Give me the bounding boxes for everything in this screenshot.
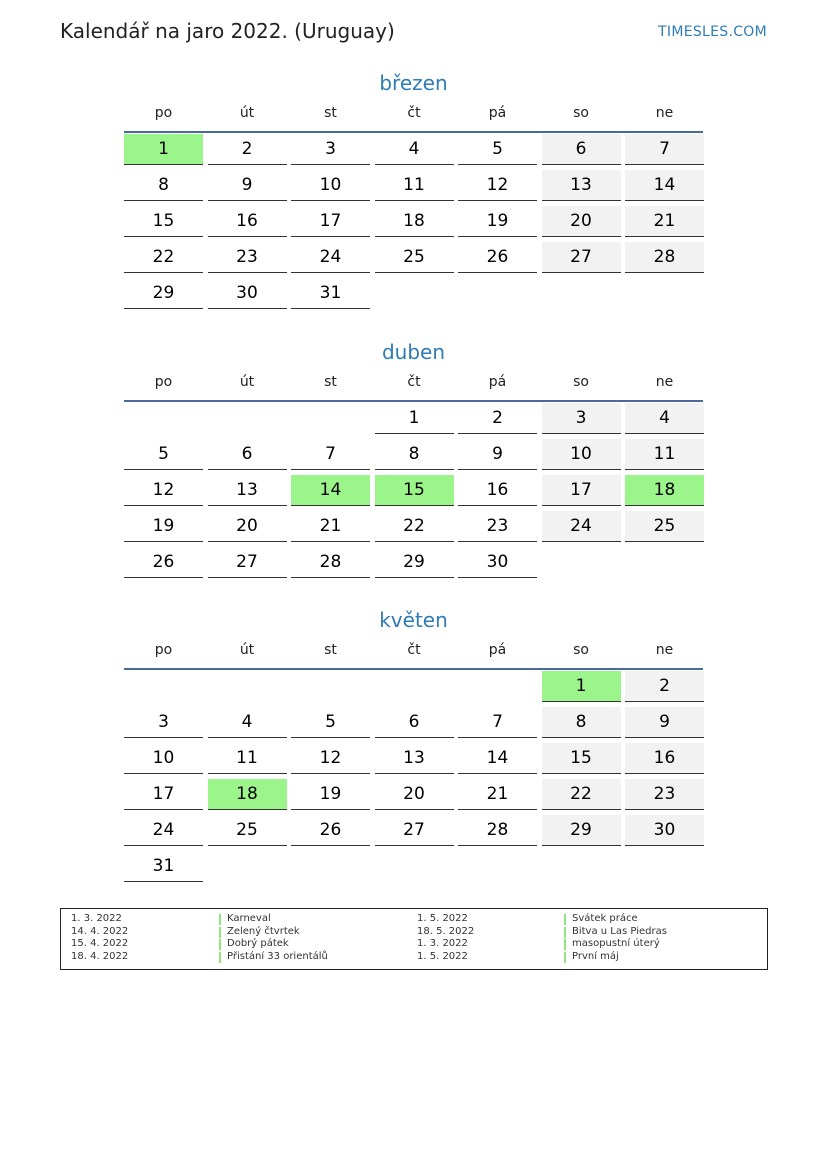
day-cell[interactable]: 25 <box>208 815 287 846</box>
day-cell[interactable]: 16 <box>208 206 287 237</box>
weekday-label: so <box>573 374 589 390</box>
page-title: Kalendář na jaro 2022. (Uruguay) <box>60 19 395 43</box>
legend-date: 18. 4. 2022 <box>71 951 129 963</box>
day-cell[interactable]: 26 <box>124 547 203 578</box>
day-cell[interactable]: 14 <box>291 475 370 506</box>
day-cell[interactable]: 20 <box>208 511 287 542</box>
day-cell[interactable]: 22 <box>124 242 203 273</box>
weekday-label: so <box>573 105 589 121</box>
day-cell[interactable]: 27 <box>542 242 621 273</box>
day-cell[interactable]: 11 <box>375 170 454 201</box>
legend-holiday-name: Přistání 33 orientálů <box>227 951 328 963</box>
day-cell[interactable]: 31 <box>124 851 203 882</box>
day-cell[interactable]: 19 <box>291 779 370 810</box>
day-cell[interactable]: 10 <box>542 439 621 470</box>
weekday-label: po <box>154 642 173 658</box>
weekday-label: ne <box>655 374 674 390</box>
weekday-label: pá <box>488 642 507 658</box>
day-cell[interactable]: 12 <box>291 743 370 774</box>
day-cell[interactable]: 3 <box>291 134 370 165</box>
day-cell[interactable]: 29 <box>124 278 203 309</box>
header-rule <box>124 668 703 670</box>
legend-marker <box>219 939 221 950</box>
legend-date: 14. 4. 2022 <box>71 925 129 937</box>
day-cell[interactable]: 23 <box>625 779 704 810</box>
day-cell[interactable]: 8 <box>124 170 203 201</box>
weekday-label: pá <box>488 374 507 390</box>
day-cell[interactable]: 28 <box>625 242 704 273</box>
day-cell[interactable]: 5 <box>124 439 203 470</box>
legend-marker <box>564 939 566 950</box>
day-cell[interactable]: 24 <box>124 815 203 846</box>
day-cell[interactable]: 5 <box>291 707 370 738</box>
legend-marker <box>564 914 566 925</box>
day-cell[interactable]: 15 <box>124 206 203 237</box>
day-cell[interactable]: 9 <box>625 707 704 738</box>
weekday-label: so <box>573 642 589 658</box>
day-cell[interactable]: 26 <box>458 242 537 273</box>
day-cell[interactable]: 20 <box>542 206 621 237</box>
legend-holiday-name: Karneval <box>227 913 271 924</box>
day-cell[interactable]: 13 <box>375 743 454 774</box>
day-cell[interactable]: 3 <box>542 403 621 434</box>
day-cell[interactable]: 30 <box>458 547 537 578</box>
day-cell[interactable]: 9 <box>458 439 537 470</box>
weekday-label: st <box>324 374 337 390</box>
legend-marker <box>219 952 221 963</box>
day-cell[interactable]: 6 <box>208 439 287 470</box>
day-cell[interactable]: 1 <box>124 134 203 165</box>
month-name: duben <box>381 340 446 364</box>
legend-date: 1. 5. 2022 <box>417 913 468 924</box>
weekday-label: pá <box>488 105 507 121</box>
day-cell[interactable]: 4 <box>375 134 454 165</box>
day-cell[interactable]: 28 <box>291 547 370 578</box>
legend-date: 1. 3. 2022 <box>417 938 468 950</box>
weekday-label: út <box>239 642 255 658</box>
month-3 <box>124 605 703 876</box>
day-cell[interactable]: 25 <box>375 242 454 273</box>
weekday-label: út <box>239 374 255 390</box>
day-cell[interactable]: 15 <box>542 743 621 774</box>
day-cell[interactable]: 17 <box>542 475 621 506</box>
legend-marker <box>564 952 566 963</box>
day-cell[interactable]: 4 <box>625 403 704 434</box>
day-cell[interactable]: 24 <box>291 242 370 273</box>
day-cell[interactable]: 19 <box>458 206 537 237</box>
month-name: květen <box>379 608 448 632</box>
day-cell[interactable]: 14 <box>458 743 537 774</box>
day-cell[interactable]: 4 <box>208 707 287 738</box>
header-rule <box>124 400 703 402</box>
legend-marker <box>219 914 221 925</box>
day-cell[interactable]: 10 <box>124 743 203 774</box>
day-cell[interactable]: 12 <box>458 170 537 201</box>
legend-holiday-name: Bitva u Las Piedras <box>572 925 667 937</box>
month-2 <box>124 337 703 572</box>
day-cell[interactable]: 10 <box>291 170 370 201</box>
day-cell[interactable]: 2 <box>625 671 704 702</box>
day-cell[interactable]: 1 <box>542 671 621 702</box>
weekday-label: st <box>324 105 337 121</box>
day-cell[interactable]: 8 <box>375 439 454 470</box>
day-cell[interactable]: 14 <box>625 170 704 201</box>
day-cell[interactable]: 6 <box>542 134 621 165</box>
day-cell[interactable]: 21 <box>625 206 704 237</box>
day-cell[interactable]: 19 <box>124 511 203 542</box>
day-cell[interactable]: 7 <box>625 134 704 165</box>
weekday-label: čt <box>407 105 421 121</box>
weekday-header <box>124 635 703 670</box>
day-cell[interactable]: 30 <box>208 278 287 309</box>
day-cell[interactable]: 23 <box>458 511 537 542</box>
legend-marker <box>564 927 566 938</box>
day-cell[interactable]: 26 <box>291 815 370 846</box>
day-cell[interactable]: 18 <box>625 475 704 506</box>
weekday-label: út <box>239 105 255 121</box>
day-cell[interactable]: 16 <box>458 475 537 506</box>
weekday-label: po <box>154 105 173 121</box>
day-cell[interactable]: 23 <box>208 242 287 273</box>
legend-date: 1. 5. 2022 <box>417 951 468 963</box>
day-cell[interactable]: 11 <box>208 743 287 774</box>
day-cell[interactable]: 7 <box>458 707 537 738</box>
day-cell[interactable]: 22 <box>375 511 454 542</box>
weekday-label: st <box>324 642 337 658</box>
day-cell[interactable]: 27 <box>375 815 454 846</box>
day-cell[interactable]: 21 <box>458 779 537 810</box>
legend-date: 18. 5. 2022 <box>417 925 475 937</box>
month-1 <box>124 68 703 303</box>
legend-holiday-name: Svátek práce <box>572 913 638 924</box>
day-cell[interactable]: 6 <box>375 707 454 738</box>
weekday-label: ne <box>655 105 674 121</box>
day-cell[interactable]: 13 <box>208 475 287 506</box>
weekday-label: ne <box>655 642 674 658</box>
day-cell[interactable]: 22 <box>542 779 621 810</box>
weekday-label: po <box>154 374 173 390</box>
day-cell[interactable]: 29 <box>375 547 454 578</box>
day-cell[interactable]: 17 <box>291 206 370 237</box>
day-cell[interactable]: 31 <box>291 278 370 309</box>
day-cell[interactable]: 8 <box>542 707 621 738</box>
day-cell[interactable]: 15 <box>375 475 454 506</box>
weekday-label: čt <box>407 642 421 658</box>
day-cell[interactable]: 25 <box>625 511 704 542</box>
day-cell[interactable]: 13 <box>542 170 621 201</box>
day-cell[interactable]: 3 <box>124 707 203 738</box>
legend-date: 15. 4. 2022 <box>71 938 129 950</box>
day-cell[interactable]: 11 <box>625 439 704 470</box>
day-cell[interactable]: 18 <box>375 206 454 237</box>
day-cell[interactable]: 28 <box>458 815 537 846</box>
day-cell[interactable]: 2 <box>208 134 287 165</box>
legend-holiday-name: Zelený čtvrtek <box>227 925 300 937</box>
day-cell[interactable]: 29 <box>542 815 621 846</box>
legend-holiday-name: První máj <box>572 951 619 963</box>
day-cell[interactable]: 30 <box>625 815 704 846</box>
brand-link[interactable]: TIMESLES.COM <box>658 24 767 40</box>
day-cell[interactable]: 24 <box>542 511 621 542</box>
day-cell[interactable]: 17 <box>124 779 203 810</box>
legend-marker <box>219 927 221 938</box>
weekday-header <box>124 98 703 133</box>
day-cell[interactable]: 1 <box>375 403 454 434</box>
day-cell[interactable]: 2 <box>458 403 537 434</box>
month-name: březen <box>379 71 448 95</box>
day-cell[interactable]: 9 <box>208 170 287 201</box>
legend-holiday-name: masopustní úterý <box>572 938 660 950</box>
weekday-label: čt <box>407 374 421 390</box>
holiday-legend <box>60 908 768 970</box>
legend-date: 1. 3. 2022 <box>71 913 122 924</box>
day-cell[interactable]: 5 <box>458 134 537 165</box>
day-cell[interactable]: 16 <box>625 743 704 774</box>
day-cell[interactable]: 27 <box>208 547 287 578</box>
day-cell[interactable]: 21 <box>291 511 370 542</box>
day-cell[interactable]: 18 <box>208 779 287 810</box>
day-cell[interactable]: 12 <box>124 475 203 506</box>
day-cell[interactable]: 20 <box>375 779 454 810</box>
header-rule <box>124 131 703 133</box>
day-cell[interactable]: 7 <box>291 439 370 470</box>
legend-holiday-name: Dobrý pátek <box>227 938 289 950</box>
weekday-header <box>124 367 703 402</box>
